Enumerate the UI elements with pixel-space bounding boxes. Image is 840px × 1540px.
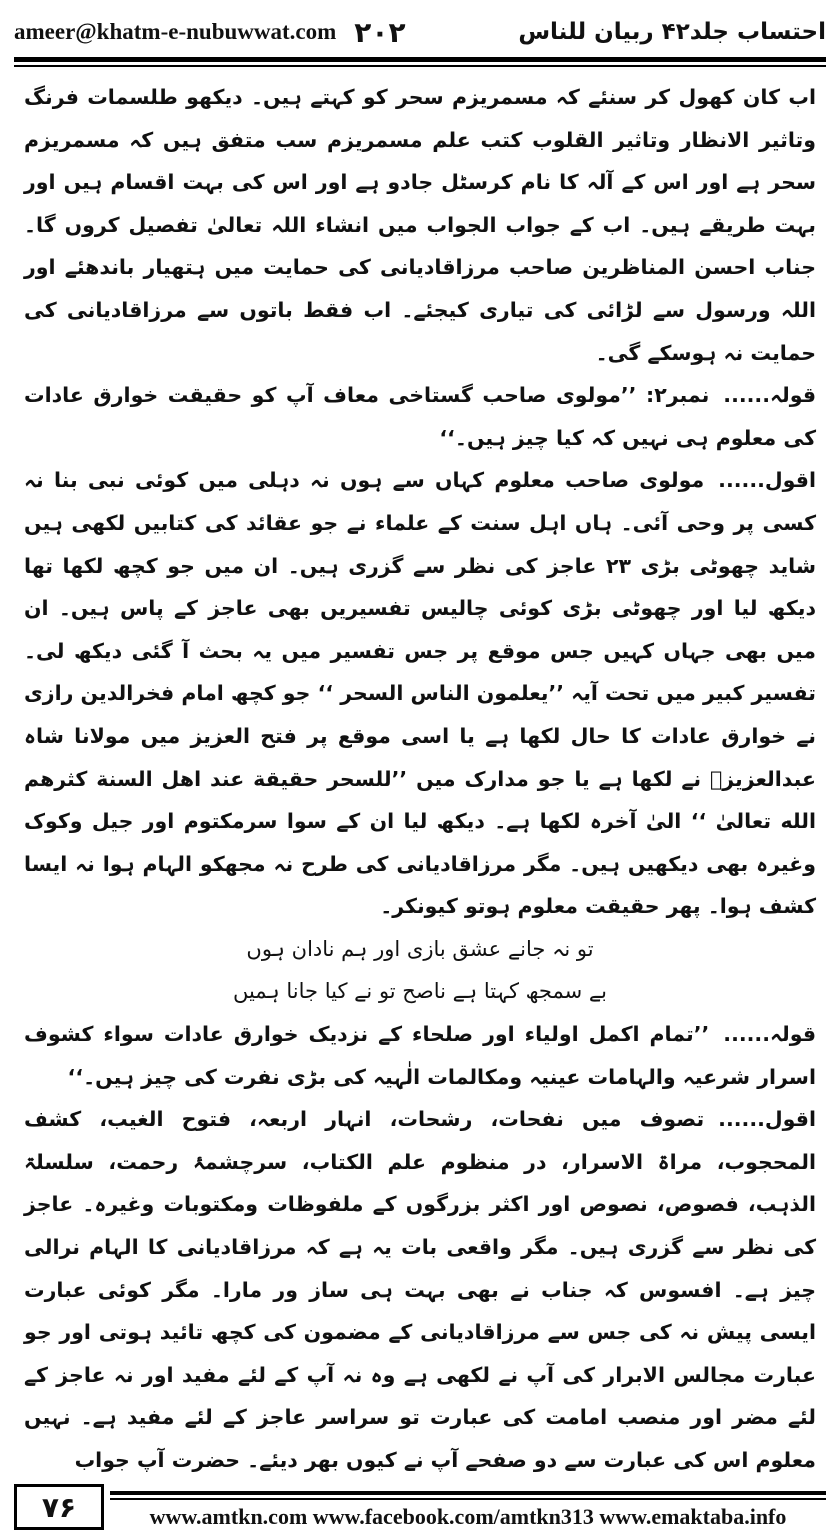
paragraph-1: اب کان کھول کر سنئے کہ مسمریزم سحر کو کہتے ہیں۔ دیکھو طلسمات فرنگ وتاثیر الانظار وتاثیر القلوب کتب علم مسمریزم سب متفق ہیں کہ مسمریزم سحر ہے اور اس کے آلہ کا نام کرسٹل جادو ہے اور اس کی بہت اقسام ہیں اور بہت طریقے ہیں۔ اب کے جواب الجواب میں انشاء اللہ تعالیٰ تفصیل کروں گا۔ جناب احسن المناظرین صاحب مرزاقادیانی کی حمایت میں ہتھیار باندھئے اور اللہ ورسول سے لڑائی کی تیاری کیجئے۔ اب فقط باتوں سے مرزاقادیانی کی حمایت نہ ہوسکے گی۔ xyxy=(24,85,816,365)
page-body xyxy=(24,76,816,1472)
page-footer xyxy=(14,1484,826,1530)
running-title: احتساب جلد۴۲ ربیان للناس xyxy=(518,19,826,45)
qaul-label: قولہ...... xyxy=(723,1022,816,1047)
header-left xyxy=(14,16,406,49)
aqool-text: تصوف میں نفحات، رشحات، انہار اربعہ، فتوح الغیب، کشف المحجوب، مراۃ الاسرار، در منظوم علم الکتاب، سرچشمۂ رحمت، سلسلۃ الذہب، فصوص، نصوص اور اکثر بزرگوں کے ملفوظات ومکتوبات وغیرہ۔ عاجز کی نظر سے گزری ہیں۔ مگر واقعی بات یہ ہے کہ مرزاقادیانی کا الہام نرالی چیز ہے۔ افسوس کہ جناب نے بھی بہت ہی ساز ور مارا۔ مگر کوئی عبارت ایسی پیش نہ کی جس سے مرزاقادیانی کے مضمون کی کچھ تائید ہوتی اور جو عبارت مجالس الابرار کی آپ نے لکھی ہے وہ نہ آپ کے لئے مفید اور نہ عاجز کے لئے مضر اور منصب امامت کی عبارت تو سراسر عاجز کے لئے مفید ہے۔ نہیں معلوم اس کی عبارت سے دو صفحے آپ نے کیوں بھر دیئے۔ حضرت آپ جواب xyxy=(24,1107,816,1472)
qaul-1 xyxy=(24,374,816,459)
footer-urls[interactable]: www.amtkn.com www.facebook.com/amtkn313 www.emaktaba.info xyxy=(149,1504,787,1529)
qaul-text: ’’تمام اکمل اولیاء اور صلحاء کے نزدیک خوارق عادات سواء کشوف اسرار شرعیہ والہامات عینیہ ومکالمات الٰہیہ کی بڑی نفرت کی چیز ہیں۔‘‘ xyxy=(24,1022,816,1089)
verse-line-2: بے سمجھ کہتا ہے ناصح تو نے کیا جانا ہمیں xyxy=(232,979,608,1004)
aqool-2 xyxy=(24,1098,816,1481)
footer-rule-thin xyxy=(110,1498,826,1500)
aqool-text: مولوی صاحب معلوم کہاں سے ہوں نہ دہلی میں کوئی نبی بنا نہ کسی پر وحی آئی۔ ہاں اہل سنت کے علماء نے جو عقائد کی کتابیں لکھی ہیں شاید چھوٹی بڑی ۲۳ عاجز کی نظر سے گزری ہیں۔ ان میں جو کچھ لکھا تھا دیکھ لیا اور چھوٹی بڑی کوئی چالیس تفسیریں بھی عاجز کے پاس ہیں۔ ان میں بھی جہاں کہیں جس موقع پر جس تفسیر میں یہ بحث آ گئی دیکھ لی۔ تفسیر کبیر میں تحت آیہ ’’یعلمون الناس السحر ‘‘ جو کچھ امام فخرالدین رازی نے خوارق عادات کا حال لکھا ہے یا اسی موقع پر فتح العزیز میں مولانا شاہ عبدالعزیزؒ نے لکھا ہے یا جو مدارک میں ’’للسحر حقیقة عند اهل السنة كثرهم الله تعالىٰ ‘‘ الیٰ آخرہ لکھا ہے۔ دیکھ لیا ان کے سوا سرمکتوم اور جیل وکوک وغیرہ بھی دیکھیں ہیں۔ مگر مرزاقادیانی کی طرح نہ مجھکو الہام ہوا نہ ایسا کشف ہوا۔ پھر حقیقت معلوم ہوتو کیونکر۔ xyxy=(24,468,816,919)
qaul-label: قولہ...... xyxy=(723,383,816,408)
footer-bar xyxy=(110,1484,826,1530)
aqool-label: اقول...... xyxy=(718,1107,816,1132)
header-email[interactable]: ameer@khatm-e-nubuwwat.com xyxy=(14,19,337,44)
verse-line-1: تو نہ جانے عشق بازی اور ہم نادان ہوں xyxy=(246,936,594,961)
footer-rule-thick xyxy=(110,1491,826,1495)
footer-page-number: ۷۶ xyxy=(14,1484,104,1530)
aqool-1 xyxy=(24,459,816,928)
page-header xyxy=(14,10,826,54)
header-rule-thick xyxy=(14,57,826,62)
qaul-2 xyxy=(24,1013,816,1098)
qaul-text: نمبر۲: ’’مولوی صاحب گستاخی معاف آپ کو حقیقت خوارق عادات کی معلوم ہی نہیں کہ کیا چیز ہیں۔‘‘ xyxy=(24,383,816,450)
header-page-number: ۲۰۲ xyxy=(354,15,406,49)
header-rule-thin xyxy=(14,65,826,67)
aqool-label: اقول...... xyxy=(718,468,816,493)
